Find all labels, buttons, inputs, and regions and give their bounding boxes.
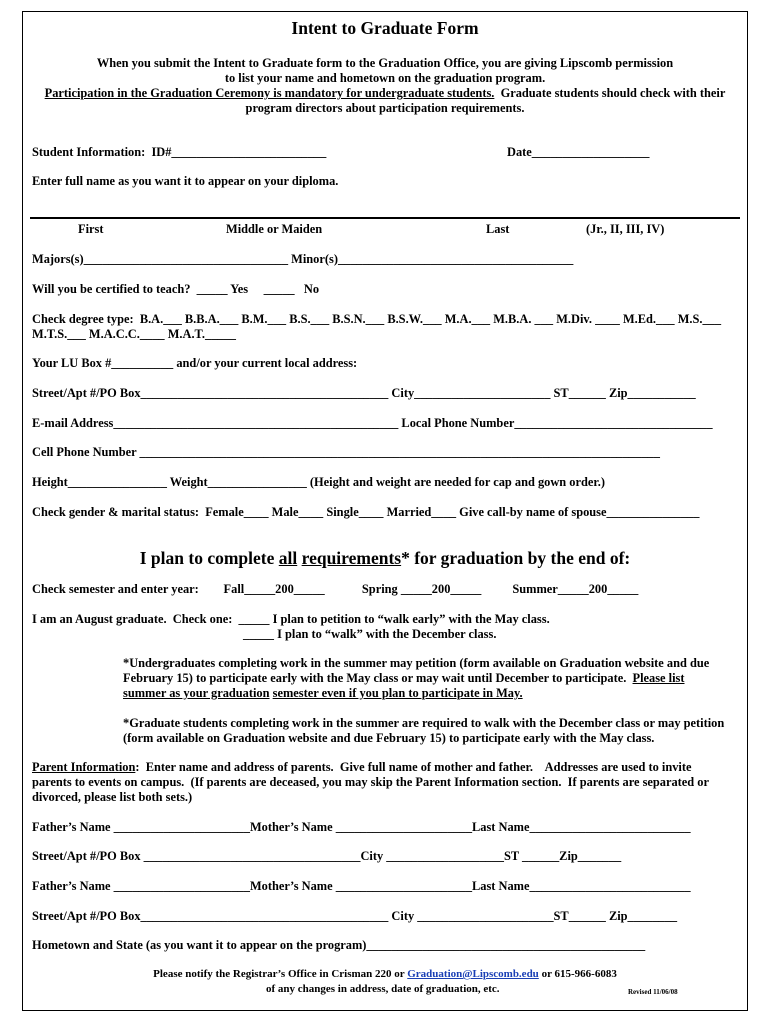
parent-info-text: : Enter name and address of parents. Give full name of mother and father. Addresses are used to invite [135, 760, 692, 774]
lu-box-field[interactable]: Your LU Box #__________ and/or your current local address: [32, 356, 358, 370]
name-first-label: First [78, 222, 104, 236]
name-last-label: Last [486, 222, 510, 236]
undergrad-note-text: February 15) to participate early with the May class or may wait until December to participate. [123, 671, 633, 685]
gender-marital-field[interactable]: Check gender & marital status: Female____ Male____ Single____ Married____ Give call-by name of spouse_______________ [32, 505, 700, 519]
plan-heading [0, 548, 770, 568]
parent-names-field-2[interactable]: Father’s Name ______________________Mother’s Name ______________________Last Name__________________________ [32, 879, 691, 893]
undergrad-note-line-2 [123, 671, 685, 686]
parent-info-line-2: parents to events on campus. (If parents are deceased, you may skip the Parent Information section. If parents are separated or [32, 775, 709, 789]
footer-phone: or 615-966-6083 [538, 968, 617, 980]
august-walk-early-option[interactable]: I am an August graduate. Check one: _____ I plan to petition to “walk early” with the May class. [32, 612, 550, 626]
undergrad-note-emphasis: Please list [632, 671, 685, 685]
parent-info-label: Parent Information [32, 760, 136, 774]
parent-names-field-1[interactable]: Father’s Name ______________________Mother’s Name ______________________Last Name__________________________ [32, 820, 691, 834]
undergrad-note-line-3 [123, 686, 523, 701]
plan-heading-post: * for graduation by the end of: [401, 548, 631, 568]
plan-heading-requirements: requirements [301, 548, 402, 568]
parent-info-line-3: divorced, please list both sets.) [32, 790, 193, 804]
footer-notify-text: Please notify the Registrar’s Office in Crisman 220 or [153, 968, 408, 980]
graduate-notice: Graduate students should check with their [494, 86, 726, 100]
intro-line-3 [0, 86, 770, 101]
revised-date: Revised 11/06/08 [628, 988, 678, 996]
email-phone-field[interactable]: E-mail Address______________________________________________ Local Phone Number________________________________ [32, 416, 713, 430]
majors-minors-field[interactable]: Majors(s)_________________________________ Minor(s)______________________________________ [32, 252, 574, 266]
height-weight-field[interactable]: Height________________ Weight________________ (Height and weight are needed for cap and gown order.) [32, 475, 605, 489]
plan-heading-pre: I plan to complete [139, 548, 279, 568]
name-entry-line[interactable] [30, 217, 740, 219]
cell-phone-field[interactable]: Cell Phone Number ____________________________________________________________________________________ [32, 445, 660, 459]
undergrad-note-emphasis-2: summer as your graduation [123, 686, 270, 700]
intro-line-2: to list your name and hometown on the graduation program. [224, 71, 546, 85]
footer-line-2: of any changes in address, date of graduation, etc. [266, 983, 500, 995]
intro-line-1: When you submit the Intent to Graduate form to the Graduation Office, you are giving Lipscomb permission [96, 56, 674, 70]
name-suffix-label: (Jr., II, III, IV) [586, 222, 665, 236]
form-title: Intent to Graduate Form [291, 18, 479, 38]
intro-line-4: program directors about participation requirements. [245, 101, 525, 115]
name-middle-label: Middle or Maiden [226, 222, 323, 236]
mandatory-notice: Participation in the Graduation Ceremony is mandatory for undergraduate students. [44, 86, 495, 100]
degree-type-line-2[interactable]: M.T.S.___ M.A.C.C.____ M.A.T._____ [32, 327, 236, 341]
parent-address-field-2[interactable]: Street/Apt #/PO Box________________________________________ City ______________________ST______ Zip________ [32, 909, 678, 923]
graduation-email-link[interactable]: Graduation@Lipscomb.edu [407, 968, 539, 980]
undergrad-note-emphasis-3: semester even if you plan to participate in May. [272, 686, 523, 700]
plan-heading-all: all [278, 548, 298, 568]
certify-teach-field[interactable]: Will you be certified to teach? _____ Yes _____ No [32, 282, 320, 296]
fullname-prompt: Enter full name as you want it to appear on your diploma. [32, 174, 339, 188]
hometown-field[interactable]: Hometown and State (as you want it to appear on the program)_____________________________________________ [32, 938, 646, 952]
street-address-field[interactable]: Street/Apt #/PO Box________________________________________ City______________________ ST______ Zip___________ [32, 386, 696, 400]
august-walk-december-option[interactable]: _____ I plan to “walk” with the December class. [243, 627, 497, 641]
parent-info-line-1 [32, 760, 691, 775]
undergrad-note-line-1: *Undergraduates completing work in the summer may petition (form available on Graduation website and due [123, 656, 710, 670]
student-id-field[interactable]: Student Information: ID#_________________________ [32, 145, 327, 159]
date-field[interactable]: Date___________________ [507, 145, 650, 159]
graduate-note-line-2: (form available on Graduation website and due February 15) to participate early with the May class. [123, 731, 655, 745]
degree-type-line-1[interactable]: Check degree type: B.A.___ B.B.A.___ B.M.___ B.S.___ B.S.N.___ B.S.W.___ M.A.___ M.B.A. ___ M.Div. ____ M.Ed.___ M.S.___ [32, 312, 722, 326]
footer-line-1 [0, 967, 770, 982]
parent-address-field-1[interactable]: Street/Apt #/PO Box ___________________________________City ___________________ST ______Zip_______ [32, 849, 622, 863]
semester-year-field[interactable]: Check semester and enter year: Fall_____200_____ Spring _____200_____ Summer_____200_____ [32, 582, 639, 596]
graduate-note-line-1: *Graduate students completing work in the summer are required to walk with the December class or may petition [123, 716, 725, 730]
